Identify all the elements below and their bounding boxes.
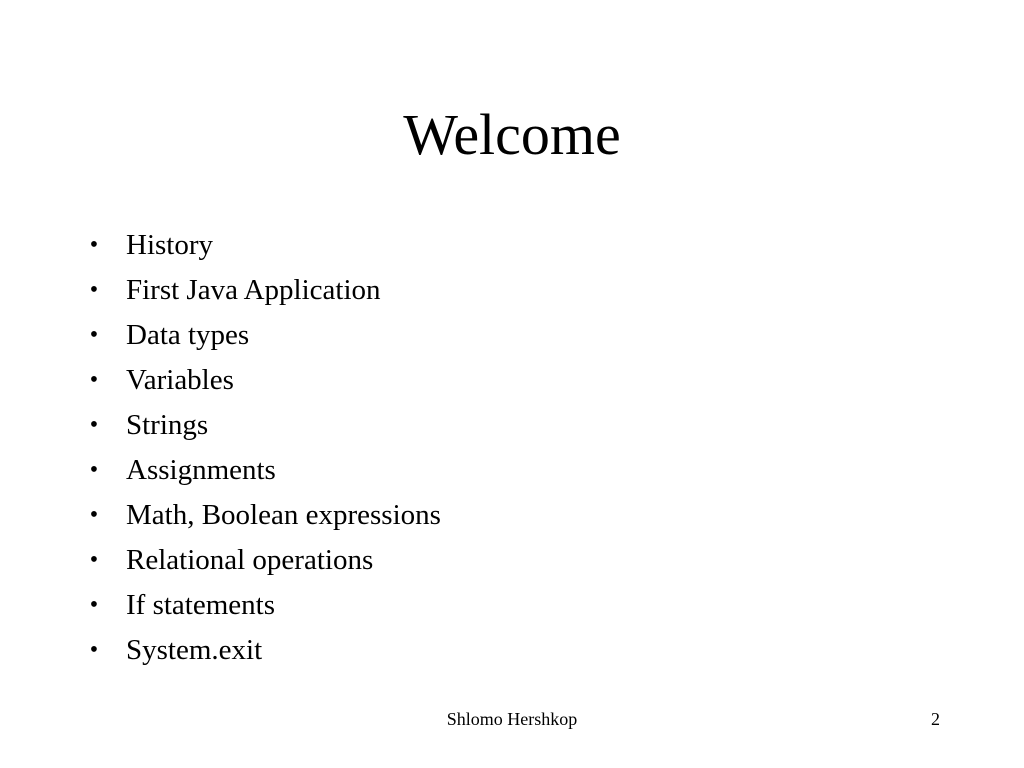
bullet-item [84, 448, 441, 493]
bullet-icon: • [89, 232, 99, 258]
bullet-list [84, 223, 441, 673]
bullet-item [84, 403, 441, 448]
bullet-text: If statements [126, 589, 275, 621]
bullet-item [84, 358, 441, 403]
bullet-icon: • [89, 637, 99, 663]
bullet-item [84, 493, 441, 538]
bullet-text: Strings [126, 409, 209, 441]
bullet-icon: • [89, 367, 99, 393]
bullet-text: System.exit [126, 634, 263, 666]
bullet-icon: • [89, 322, 99, 348]
bullet-text: Relational operations [126, 544, 374, 576]
bullet-text: History [126, 229, 213, 261]
bullet-icon: • [89, 277, 99, 303]
bullet-text: Assignments [126, 454, 276, 486]
bullet-item [84, 313, 441, 358]
bullet-item [84, 628, 441, 673]
slide-title: Welcome [403, 102, 621, 167]
bullet-text: Data types [126, 319, 250, 351]
bullet-icon: • [89, 412, 99, 438]
bullet-text: Math, Boolean expressions [126, 499, 441, 531]
page-number: 2 [931, 709, 940, 729]
bullet-icon: • [89, 547, 99, 573]
bullet-item [84, 538, 441, 583]
footer-author: Shlomo Hershkop [446, 709, 578, 729]
bullet-item [84, 268, 441, 313]
bullet-text: First Java Application [126, 274, 381, 306]
bullet-text: Variables [126, 364, 234, 396]
bullet-item [84, 583, 441, 628]
bullet-icon: • [89, 457, 99, 483]
bullet-item [84, 223, 441, 268]
bullet-icon: • [89, 502, 99, 528]
bullet-icon: • [89, 592, 99, 618]
